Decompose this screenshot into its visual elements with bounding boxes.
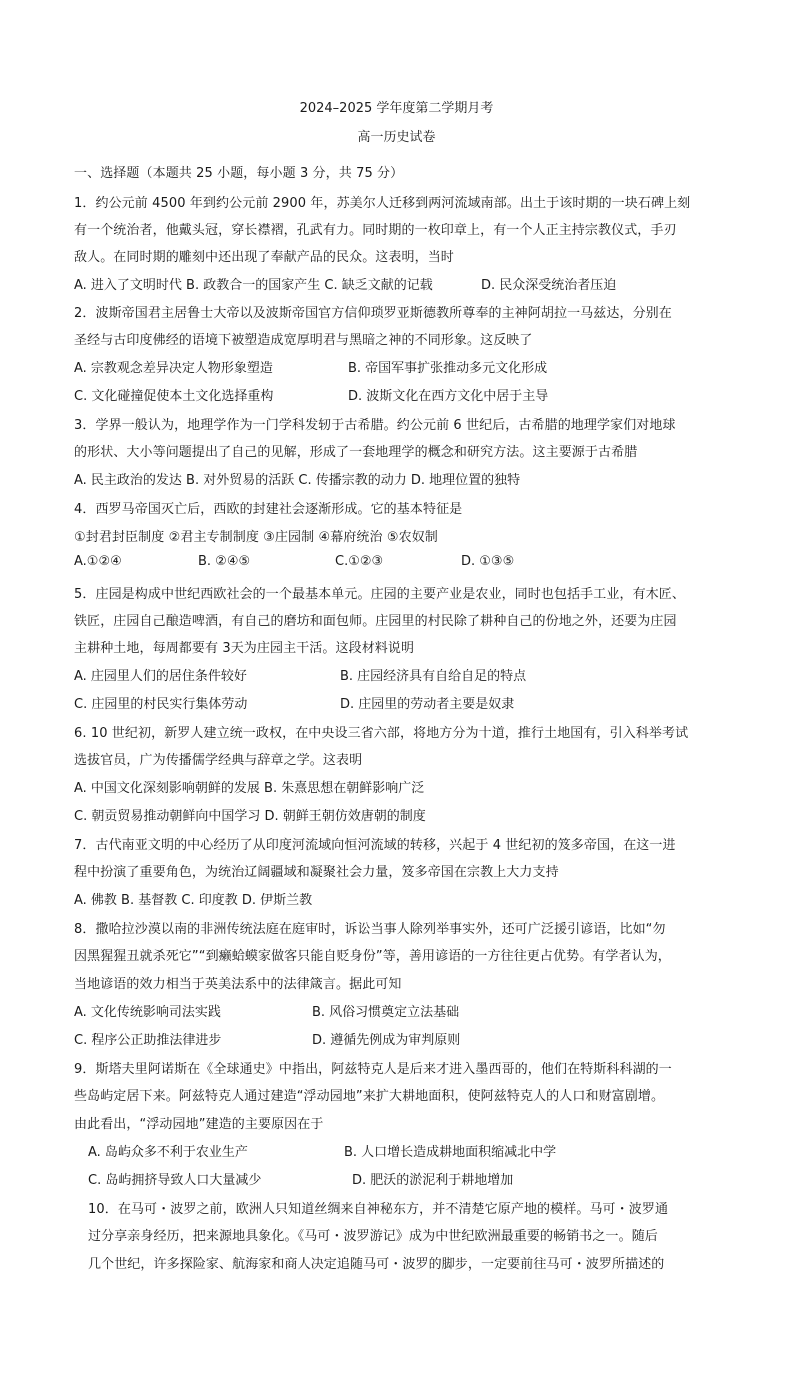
q2-option-b: B. 帝国军事扩张推动多元文化形成 xyxy=(348,361,548,376)
q5-stem-line: 铁匠，庄园自己酿造啤酒，有自己的磨坊和面包师。庄园里的村民除了耕种自己的份地之外，还要为庄园 xyxy=(74,614,677,629)
q1-stem-line: 有一个统治者，他戴头冠，穿长襟褶，孔武有力。同时期的一枚印章上，有一个人正主持宗教仪式，手刃 xyxy=(74,223,677,238)
q6-options-cd: C. 朝贡贸易推动朝鲜向中国学习 D. 朝鲜王朝仿效唐朝的制度 xyxy=(74,809,426,824)
q8-option-b: B. 风俗习惯奠定立法基础 xyxy=(312,1005,460,1020)
q7-options: A. 佛教 B. 基督教 C. 印度教 D. 伊斯兰教 xyxy=(74,893,313,908)
q6-options-ab: A. 中国文化深刻影响朝鲜的发展 B. 朱熹思想在朝鲜影响广泛 xyxy=(74,781,425,796)
q9-option-d: D. 肥沃的淤泥利于耕地增加 xyxy=(352,1173,514,1188)
q7-stem-line: 7．古代南亚文明的中心经历了从印度河流域向恒河流域的转移，兴起于 4 世纪初的笈多帝国，在这一进 xyxy=(74,838,676,853)
q9-option-b: B. 人口增长造成耕地面积缩减北中学 xyxy=(344,1145,557,1160)
q4-items: ①封君封臣制度 ②君主专制制度 ③庄园制 ④幕府统治 ⑤农奴制 xyxy=(74,530,438,545)
q8-option-d: D. 遵循先例成为审判原则 xyxy=(312,1033,461,1048)
q9-option-c: C. 岛屿拥挤导致人口大量减少 xyxy=(88,1173,262,1188)
q2-option-d: D. 波斯文化在西方文化中居于主导 xyxy=(348,389,549,404)
q7-stem-line: 程中扮演了重要角色，为统治辽阔疆域和凝聚社会力量，笈多帝国在宗教上大力支持 xyxy=(74,865,559,880)
q4-option-c: C.①②③ xyxy=(335,554,384,569)
q2-option-c: C. 文化碰撞促使本土文化选择重构 xyxy=(74,389,274,404)
q1-options: A. 进入了文明时代 B. 政教合一的国家产生 C. 缺乏文献的记载 xyxy=(74,278,433,293)
q10-stem-line: 10．在马可・波罗之前，欧洲人只知道丝绸来自神秘东方，并不清楚它原产地的模样。马可・波罗通 xyxy=(88,1202,669,1217)
q8-option-c: C. 程序公正助推法律进步 xyxy=(74,1033,222,1048)
q2-option-a: A. 宗教观念差异决定人物形象塑造 xyxy=(74,361,273,376)
q5-stem-line: 5．庄园是构成中世纪西欧社会的一个最基本单元。庄园的主要产业是农业，同时也包括手工业，有木匠、 xyxy=(74,587,685,602)
exam-subtitle: 高一历史试卷 xyxy=(357,130,436,145)
q8-stem-line: 因黑猩猩丑就杀死它”“到癞蛤蟆家做客只能自贬身份”等，善用谚语的一方往往更占优势。有学者认为， xyxy=(74,949,671,964)
q2-stem-line: 2．波斯帝国君主居鲁士大帝以及波斯帝国官方信仰琐罗亚斯德教所尊奉的主神阿胡拉一马兹达，分别在 xyxy=(74,306,672,321)
q5-option-d: D. 庄园里的劳动者主要是奴隶 xyxy=(340,697,515,712)
section-heading: 一、选择题（本题共 25 小题，每小题 3 分，共 75 分） xyxy=(74,166,404,181)
q6-stem-line: 6. 10 世纪初，新罗人建立统一政权，在中央设三省六部，将地方分为十道，推行土地国有，引入科举考试 xyxy=(74,726,689,741)
q10-stem-line: 过分享亲身经历，把来源地具象化。《马可・波罗游记》成为中世纪欧洲最重要的畅销书之一。随后 xyxy=(88,1229,658,1244)
q5-stem-line: 主耕种土地，每周都要有 3天为庄园主干活。这段材料说明 xyxy=(74,641,415,656)
q5-option-b: B. 庄园经济具有自给自足的特点 xyxy=(340,669,527,684)
q4-option-a: A.①②④ xyxy=(74,554,122,569)
q9-stem-line: 由此看出，“浮动园地”建造的主要原因在于 xyxy=(74,1117,324,1132)
q3-stem-line: 3．学界一般认为，地理学作为一门学科发轫于古希腊。约公元前 6 世纪后，古希腊的地理学家们对地球 xyxy=(74,418,676,433)
q3-options: A. 民主政治的发达 B. 对外贸易的活跃 C. 传播宗教的动力 D. 地理位置的独特 xyxy=(74,473,521,488)
exam-title: 2024–2025 学年度第二学期月考 xyxy=(299,101,494,116)
q8-option-a: A. 文化传统影响司法实践 xyxy=(74,1005,221,1020)
q3-stem-line: 的形状、大小等问题提出了自己的见解，形成了一套地理学的概念和研究方法。这主要源于古希腊 xyxy=(74,445,638,460)
q1-stem-line: 1．约公元前 4500 年到约公元前 2900 年，苏美尔人迁移到两河流域南部。出土于该时期的一块石碑上刻 xyxy=(74,196,691,211)
q10-stem-line: 几个世纪，许多探险家、航海家和商人决定追随马可・波罗的脚步，一定要前往马可・波罗所描述的 xyxy=(88,1257,665,1272)
q9-stem-line: 9．斯塔夫里阿诺斯在《全球通史》中指出，阿兹特克人是后来才进入墨西哥的，他们在特斯科科湖的一 xyxy=(74,1062,672,1077)
q4-stem-line: 4．西罗马帝国灭亡后，西欧的封建社会逐渐形成。它的基本特征是 xyxy=(74,502,463,517)
q4-option-d: D. ①③⑤ xyxy=(461,554,515,569)
q5-option-c: C. 庄园里的村民实行集体劳动 xyxy=(74,697,248,712)
q1-stem-line: 敌人。在同时期的雕刻中还出现了奉献产品的民众。这表明，当时 xyxy=(74,250,454,265)
q8-stem-line: 8．撒哈拉沙漠以南的非洲传统法庭在庭审时，诉讼当事人除列举事实外，还可广泛援引谚语，比如“勿 xyxy=(74,922,666,937)
q4-option-b: B. ②④⑤ xyxy=(198,554,251,569)
q2-stem-line: 圣经与古印度佛经的语境下被塑造成宽厚明君与黑暗之神的不同形象。这反映了 xyxy=(74,333,533,348)
q8-stem-line: 当地谚语的效力相当于英美法系中的法律箴言。据此可知 xyxy=(74,977,402,992)
q9-option-a: A. 岛屿众多不利于农业生产 xyxy=(88,1145,248,1160)
q9-stem-line: 些岛屿定居下来。阿兹特克人通过建造“浮动园地”来扩大耕地面积，使阿兹特克人的人口和财富剧增。 xyxy=(74,1089,665,1104)
q1-option-d: D. 民众深受统治者压迫 xyxy=(481,278,617,293)
q5-option-a: A. 庄园里人们的居住条件较好 xyxy=(74,669,247,684)
q6-stem-line: 选拔官员，广为传播儒学经典与辞章之学。这表明 xyxy=(74,753,363,768)
